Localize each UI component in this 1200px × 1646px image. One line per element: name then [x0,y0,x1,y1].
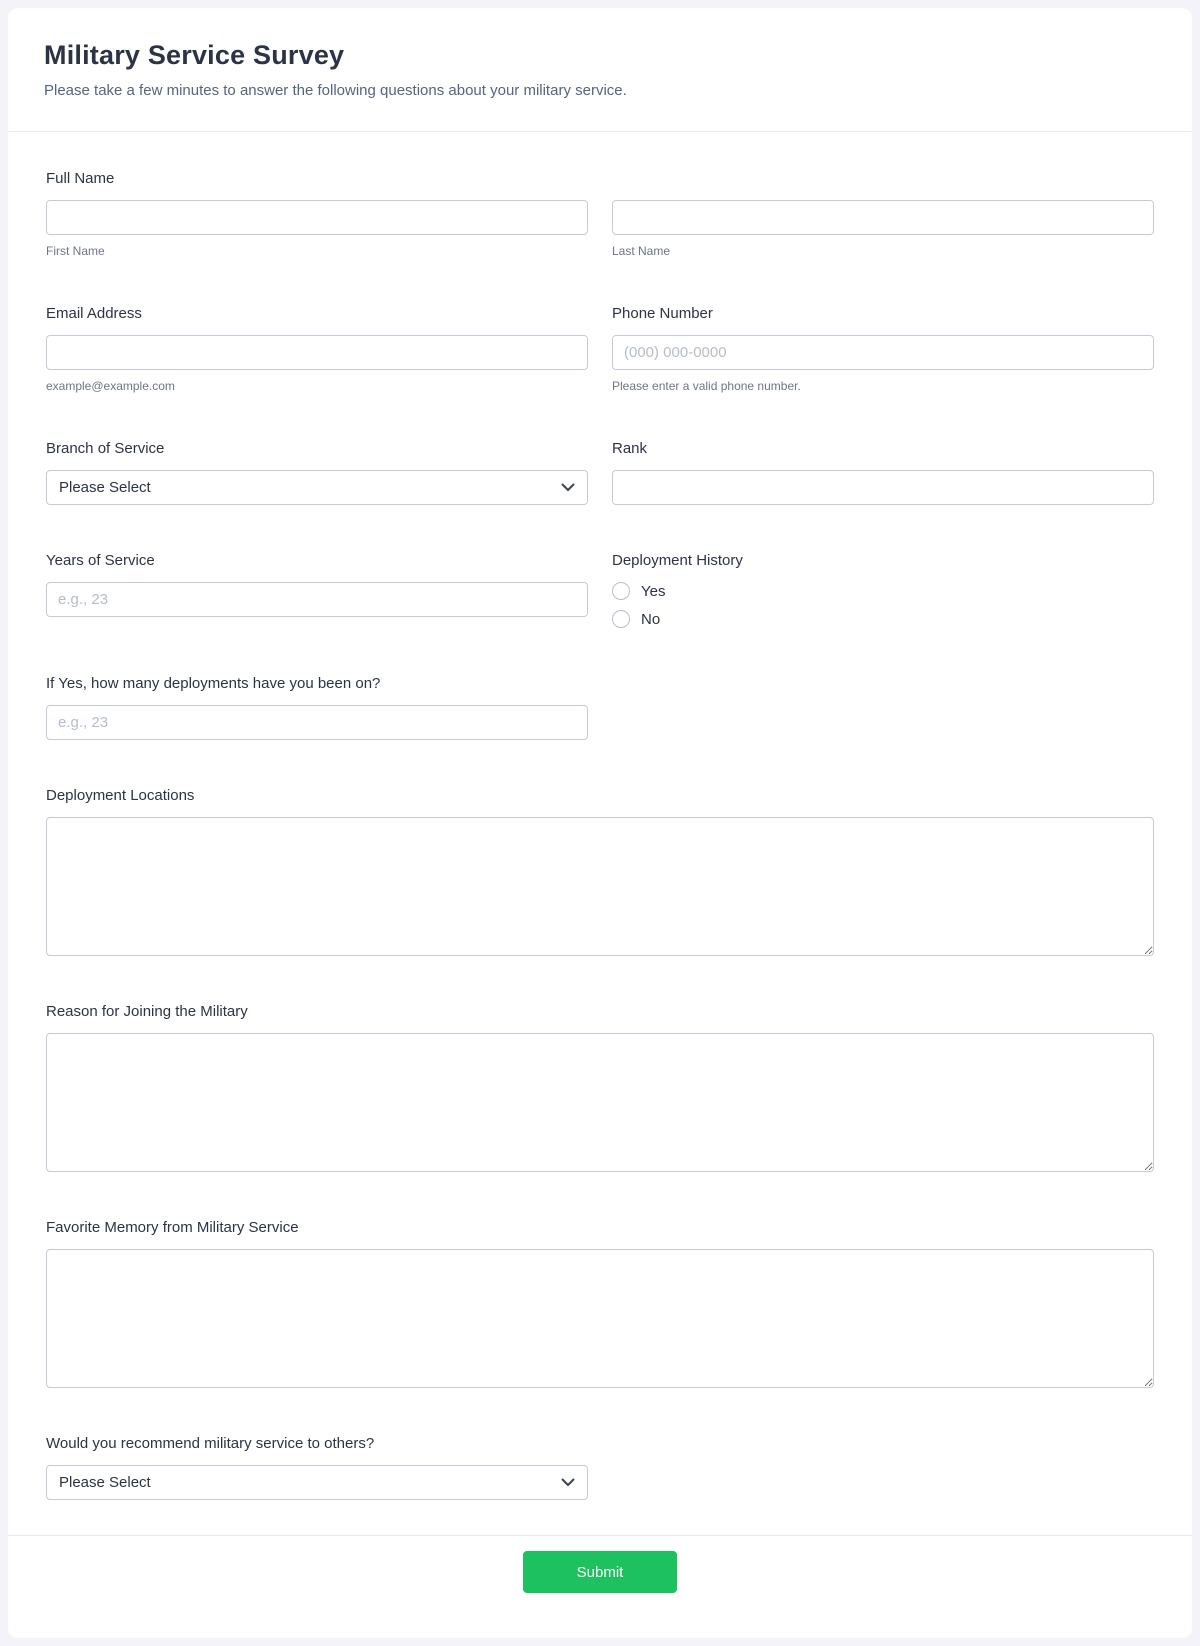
question-branch [46,440,588,505]
question-deployment-history [612,552,1154,628]
radio-option-no[interactable] [612,610,1154,628]
question-email [46,305,588,393]
reason-for-joining-textarea[interactable] [46,1033,1154,1172]
recommend-select[interactable] [46,1465,588,1500]
full-name-label: Full Name [46,170,115,187]
rank-input[interactable] [612,470,1154,505]
radio-option-yes[interactable] [612,582,1154,600]
branch-select-value: Please Select [59,479,151,496]
favorite-memory-label: Favorite Memory from Military Service [46,1219,299,1236]
question-reason-for-joining [46,1003,1154,1172]
deployment-locations-label: Deployment Locations [46,787,195,804]
deployment-locations-textarea[interactable] [46,817,1154,956]
form-body [8,132,1192,1535]
form-card [8,8,1192,1638]
question-recommend [46,1435,1154,1500]
branch-label: Branch of Service [46,440,165,457]
reason-for-joining-label: Reason for Joining the Military [46,1003,248,1020]
deployment-history-label: Deployment History [612,552,743,569]
question-phone [612,305,1154,393]
deployments-count-label: If Yes, how many deployments have you been on? [46,675,381,692]
question-deployment-locations [46,787,1154,956]
rank-label: Rank [612,440,648,457]
question-rank [612,440,1154,505]
first-name-input[interactable] [46,200,588,235]
email-label: Email Address [46,305,142,322]
email-sublabel: example@example.com [46,379,175,393]
last-name-sublabel: Last Name [612,244,671,258]
form-subtitle: Please take a few minutes to answer the following questions about your military service. [44,82,627,99]
last-name-input[interactable] [612,200,1154,235]
radio-label-yes: Yes [641,582,666,600]
question-years-of-service [46,552,588,628]
question-full-name [46,170,1154,258]
branch-select[interactable] [46,470,588,505]
email-input[interactable] [46,335,588,370]
years-of-service-input[interactable] [46,582,588,617]
deployment-history-radio-group [612,582,1154,628]
form-title: Military Service Survey [44,40,345,70]
recommend-label: Would you recommend military service to others? [46,1435,375,1452]
form-header [8,8,1192,132]
chevron-down-icon [561,483,575,492]
radio-circle-yes[interactable] [612,582,630,600]
submit-button[interactable]: Submit [523,1551,677,1593]
form-footer [8,1535,1192,1638]
recommend-select-value: Please Select [59,1474,151,1491]
phone-input[interactable] [612,335,1154,370]
chevron-down-icon [561,1478,575,1487]
deployments-count-input[interactable] [46,705,588,740]
radio-label-no: No [641,610,661,628]
first-name-sublabel: First Name [46,244,105,258]
phone-sublabel: Please enter a valid phone number. [612,379,801,393]
question-favorite-memory [46,1219,1154,1388]
favorite-memory-textarea[interactable] [46,1249,1154,1388]
phone-label: Phone Number [612,305,713,322]
question-deployments-count [46,675,1154,740]
years-of-service-label: Years of Service [46,552,155,569]
radio-circle-no[interactable] [612,610,630,628]
